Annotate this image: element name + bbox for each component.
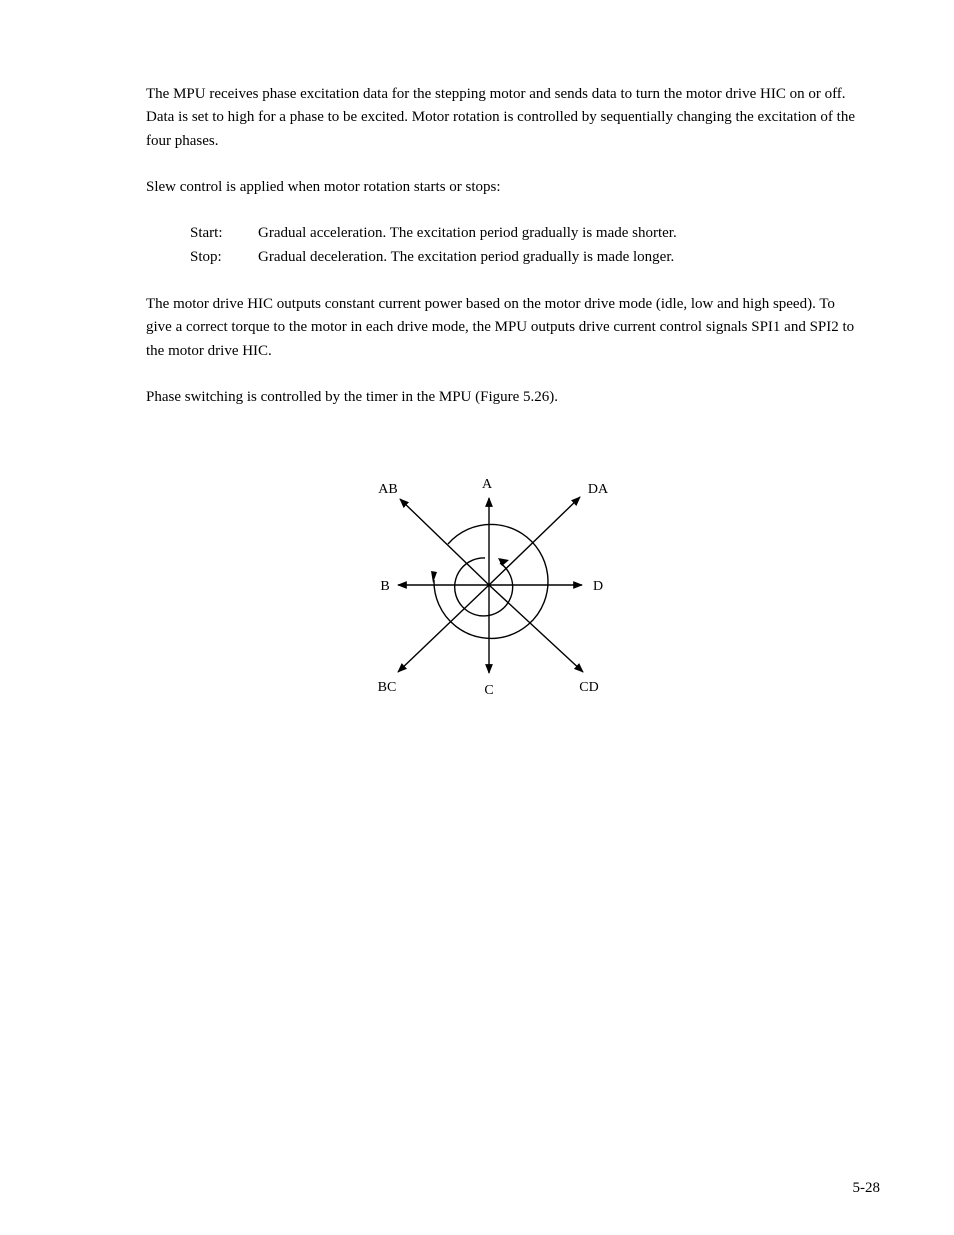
label-b: B [380, 579, 390, 594]
page-number: 5-28 [852, 1180, 880, 1196]
phase-diagram [360, 465, 620, 710]
label-a: A [481, 477, 493, 492]
label-c: C [484, 683, 494, 698]
slew-start-description: Gradual acceleration. The excitation period gradually is made shorter. [258, 225, 677, 241]
phase-switching-paragraph: Phase switching is controlled by the timer in the MPU (Figure 5.26). [146, 389, 559, 405]
slew-stop-term: Stop: [190, 249, 222, 265]
label-da: DA [587, 482, 609, 497]
label-cd: CD [579, 680, 599, 695]
inner-rotation-arc [455, 558, 513, 616]
label-d: D [592, 579, 604, 594]
arrow-cd [489, 585, 583, 672]
label-bc: BC [377, 680, 397, 695]
arrow-ab [400, 499, 489, 585]
slew-start-term: Start: [190, 225, 223, 241]
drive-hic-paragraph: The motor drive HIC outputs constant current power based on the motor drive mode (idle, low and high speed). To give a correct torque to the motor in each drive mode, the MPU outputs drive current control signals SPI1 and SPI2 to the motor drive HIC. [146, 296, 855, 359]
arrow-bc [398, 585, 489, 672]
intro-paragraph: The MPU receives phase excitation data for the stepping motor and sends data to turn the motor drive HIC on or off. Data is set to high for a phase to be excited. Motor rotation is controlled by sequentially changing the excitation of the four phases. [146, 86, 855, 149]
slew-stop-description: Gradual deceleration. The excitation period gradually is made longer. [258, 249, 675, 265]
label-ab: AB [378, 482, 398, 497]
slew-intro-paragraph: Slew control is applied when motor rotation starts or stops: [146, 179, 501, 195]
arrow-da [489, 497, 580, 585]
